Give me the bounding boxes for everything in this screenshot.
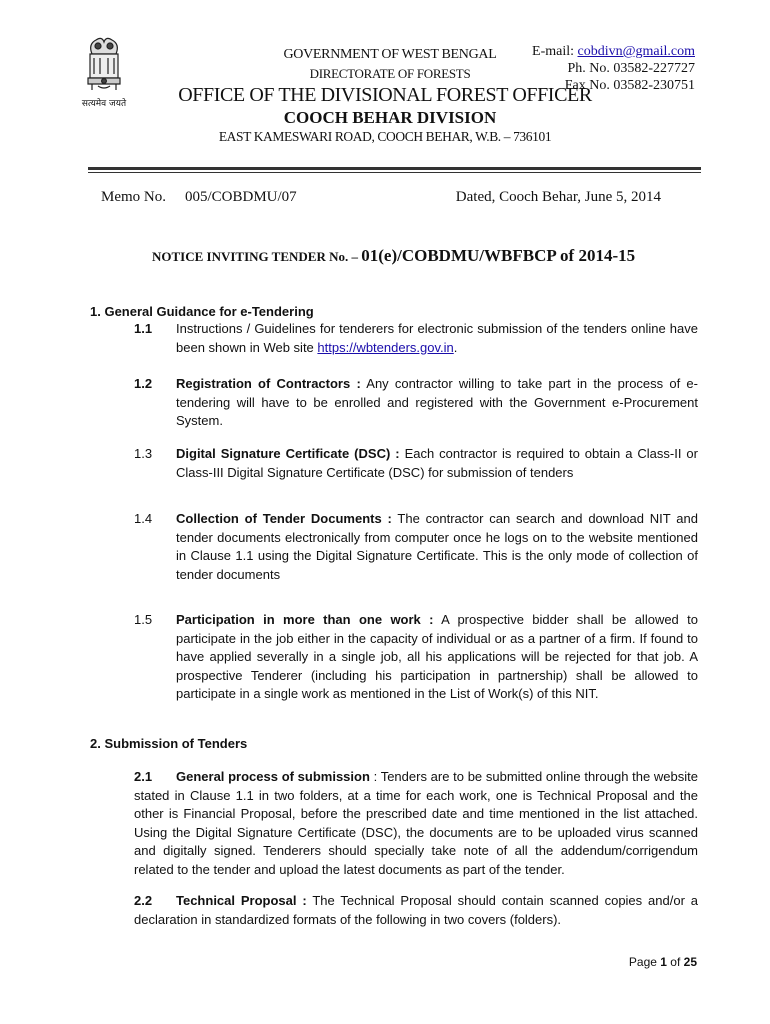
division-title: COOCH BEHAR DIVISION (283, 108, 497, 127)
phone-number: Ph. No. 03582-227727 (567, 61, 695, 76)
email-label: E-mail: (532, 44, 578, 59)
memo-number: 005/COBDMU/07 (185, 189, 297, 205)
clause-1-3-title: Digital Signature Certificate (DSC) : (176, 446, 400, 461)
clause-1-5-title: Participation in more than one work : (176, 612, 434, 627)
section-1-title: 1. General Guidance for e-Tendering (90, 304, 314, 319)
memo-date: Dated, Cooch Behar, June 5, 2014 (455, 189, 661, 205)
clause-1-4-text: The contractor can search and download NIT and tender documents electronically from computer once he logs on to the website mentioned in Clause 1.1 using the Digital Signature Certificate. This is the only mode of collection of tender documents (176, 511, 698, 582)
government-heading: GOVERNMENT OF WEST BENGAL (283, 47, 497, 62)
clause-1-4 (176, 510, 698, 584)
wbtenders-link[interactable]: https://wbtenders.gov.in (317, 339, 454, 355)
clause-2-2-text: The Technical Proposal should contain scanned copies and/or a declaration in standardized formats of the following in two covers (folders). (134, 893, 698, 927)
page-of-label: of (666, 955, 684, 969)
clause-1-2 (176, 375, 698, 431)
office-title: OFFICE OF THE DIVISIONAL FOREST OFFICER (178, 84, 592, 106)
page-indicator (600, 955, 697, 969)
clause-1-4-title: Collection of Tender Documents : (176, 511, 392, 526)
section-2-title: 2. Submission of Tenders (90, 736, 248, 751)
page-label: Page (628, 955, 661, 969)
clause-1-3-text: Each contractor is required to obtain a Class-II or Class-III Digital Signature Certificate (DSC) for submission of tenders (176, 446, 698, 480)
notice-number: 01(e)/COBDMU/WBFBCP of 2014-15 (361, 246, 636, 265)
contact-block (500, 43, 695, 94)
page-number: 1 (660, 955, 667, 969)
clause-1-1-end: . (453, 339, 458, 355)
clause-1-2-text: Any contractor willing to take part in the process of e-tendering will have to be enrolled and registered with the Government e-Procurement System. (176, 376, 698, 428)
clause-1-2-number: 1.2 (134, 376, 153, 391)
clause-2-2 (134, 892, 698, 929)
notice-prefix: NOTICE INVITING TENDER No. – (152, 249, 362, 264)
clause-2-1-text: : Tenders are to be submitted online through the website stated in Clause 1.1 in two folders, at a time for each work, one is Technical Proposal and the other is Financial Proposal, before the prescribed date and time mentioned in the list attached. Using the Digital Signature Certificate (DSC), the documents are to be uploaded virus scanned and digitally signed. Tenderers should specially take note of all the addendum/corrigendum related to the tender and upload the latest documents as part of the tender. (134, 769, 698, 877)
directorate-heading: DIRECTORATE OF FORESTS (309, 66, 471, 81)
email-link[interactable]: cobdivn@gmail.com (577, 44, 695, 59)
memo-label: Memo No. (101, 189, 166, 205)
clause-1-5-number: 1.5 (134, 612, 153, 627)
clause-1-3-number: 1.3 (134, 446, 153, 461)
clause-2-1-title: General process of submission (176, 769, 370, 784)
clause-1-1-text: Instructions / Guidelines for tenderers for electronic submission of the tenders online have been shown in Web site (176, 321, 698, 355)
clause-2-1-number: 2.1 (134, 769, 153, 784)
state-emblem-icon (78, 32, 130, 102)
header-divider (88, 167, 701, 173)
clause-1-5 (176, 611, 698, 704)
clause-1-1-number: 1.1 (134, 321, 153, 336)
fax-number: Fax No. 03582-230751 (564, 78, 695, 93)
clause-1-3 (176, 445, 698, 482)
clause-1-1 (176, 320, 698, 357)
clause-1-4-number: 1.4 (134, 511, 153, 526)
clause-2-1 (134, 768, 698, 879)
clause-1-5-text: A prospective bidder shall be allowed to participate in the job either in the capacity of individual or as a partner of a firm. If found to have applied severally in a single job, all his applications will be rejected for that job. A prospective Tenderer (including his participation in partnership) shall be allowed to participate in a single work as mentioned in the List of Work(s) of this NIT. (176, 612, 698, 701)
page-total: 25 (683, 955, 697, 969)
office-address: EAST KAMESWARI ROAD, COOCH BEHAR, W.B. – 736101 (218, 129, 552, 144)
clause-2-2-number: 2.2 (134, 893, 153, 908)
clause-2-2-title: Technical Proposal : (176, 893, 307, 908)
emblem-motto: सत्यमेव जयते (81, 99, 127, 109)
email-line (500, 43, 695, 60)
clause-1-2-title: Registration of Contractors : (176, 376, 361, 391)
notice-heading (152, 246, 635, 266)
